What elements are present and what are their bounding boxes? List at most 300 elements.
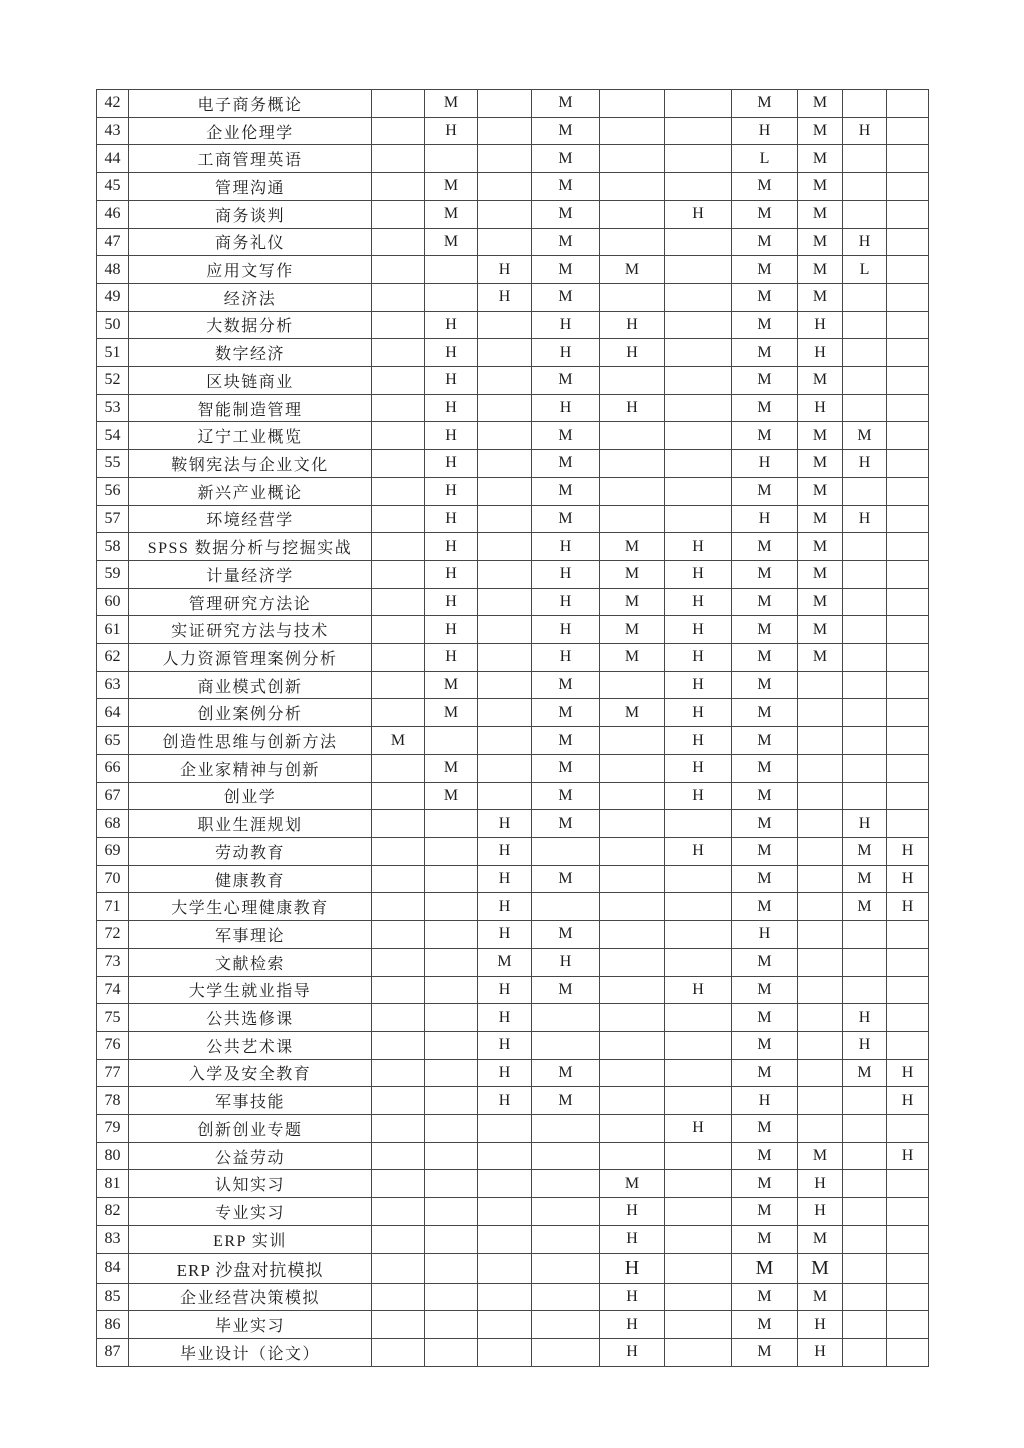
mapping-cell bbox=[665, 865, 732, 893]
course-name: 企业经营决策模拟 bbox=[129, 1283, 372, 1311]
mapping-cell bbox=[372, 422, 425, 450]
mapping-cell: M bbox=[425, 228, 478, 256]
mapping-cell bbox=[425, 283, 478, 311]
mapping-cell: L bbox=[732, 145, 798, 173]
mapping-cell bbox=[887, 754, 929, 782]
mapping-cell bbox=[887, 1311, 929, 1339]
mapping-cell: H bbox=[425, 117, 478, 145]
mapping-cell: M bbox=[532, 976, 600, 1004]
mapping-cell bbox=[425, 976, 478, 1004]
mapping-cell: H bbox=[532, 311, 600, 339]
mapping-cell: M bbox=[732, 1142, 798, 1170]
mapping-cell bbox=[372, 1004, 425, 1032]
mapping-cell bbox=[843, 533, 887, 561]
course-name: 实证研究方法与技术 bbox=[129, 616, 372, 644]
mapping-cell bbox=[887, 727, 929, 755]
row-number: 70 bbox=[97, 865, 129, 893]
mapping-cell bbox=[425, 145, 478, 173]
table-row bbox=[97, 1253, 929, 1283]
table-row bbox=[97, 865, 929, 893]
mapping-cell: M bbox=[732, 671, 798, 699]
row-number: 58 bbox=[97, 533, 129, 561]
table-row bbox=[97, 754, 929, 782]
mapping-cell bbox=[887, 367, 929, 395]
mapping-cell bbox=[372, 1031, 425, 1059]
course-name: 区块链商业 bbox=[129, 367, 372, 395]
row-number: 86 bbox=[97, 1311, 129, 1339]
row-number: 65 bbox=[97, 727, 129, 755]
mapping-cell bbox=[665, 394, 732, 422]
mapping-cell bbox=[798, 810, 843, 838]
mapping-cell bbox=[478, 145, 532, 173]
mapping-cell bbox=[600, 893, 665, 921]
mapping-cell bbox=[425, 1115, 478, 1143]
mapping-cell: H bbox=[478, 810, 532, 838]
row-number: 79 bbox=[97, 1115, 129, 1143]
mapping-cell bbox=[532, 1198, 600, 1226]
mapping-cell: M bbox=[600, 560, 665, 588]
course-name: 人力资源管理案例分析 bbox=[129, 644, 372, 672]
mapping-cell bbox=[532, 1311, 600, 1339]
mapping-cell: M bbox=[532, 90, 600, 118]
mapping-cell bbox=[478, 367, 532, 395]
row-number: 54 bbox=[97, 422, 129, 450]
mapping-cell: M bbox=[532, 810, 600, 838]
mapping-cell: H bbox=[843, 1004, 887, 1032]
row-number: 66 bbox=[97, 754, 129, 782]
mapping-cell bbox=[372, 1142, 425, 1170]
row-number: 71 bbox=[97, 893, 129, 921]
mapping-cell bbox=[425, 921, 478, 949]
mapping-cell bbox=[478, 616, 532, 644]
mapping-cell bbox=[425, 1142, 478, 1170]
mapping-cell: M bbox=[732, 173, 798, 201]
mapping-cell: M bbox=[798, 560, 843, 588]
mapping-cell bbox=[425, 837, 478, 865]
mapping-cell bbox=[478, 117, 532, 145]
mapping-cell bbox=[372, 339, 425, 367]
mapping-cell bbox=[600, 1087, 665, 1115]
mapping-cell bbox=[798, 671, 843, 699]
mapping-cell bbox=[372, 90, 425, 118]
mapping-cell bbox=[665, 1170, 732, 1198]
mapping-cell bbox=[665, 893, 732, 921]
course-name: 智能制造管理 bbox=[129, 394, 372, 422]
mapping-cell: M bbox=[798, 1253, 843, 1283]
mapping-cell: M bbox=[532, 173, 600, 201]
mapping-cell bbox=[532, 1253, 600, 1283]
course-name: 大学生就业指导 bbox=[129, 976, 372, 1004]
mapping-cell: H bbox=[425, 560, 478, 588]
mapping-cell: M bbox=[600, 699, 665, 727]
mapping-cell: M bbox=[732, 616, 798, 644]
mapping-cell: M bbox=[532, 727, 600, 755]
row-number: 43 bbox=[97, 117, 129, 145]
mapping-cell: M bbox=[732, 699, 798, 727]
mapping-cell: M bbox=[732, 394, 798, 422]
mapping-cell: H bbox=[425, 394, 478, 422]
mapping-cell bbox=[425, 865, 478, 893]
mapping-cell bbox=[843, 1338, 887, 1366]
mapping-cell bbox=[887, 588, 929, 616]
mapping-cell bbox=[372, 921, 425, 949]
course-name: 企业伦理学 bbox=[129, 117, 372, 145]
mapping-cell bbox=[478, 200, 532, 228]
mapping-cell bbox=[478, 505, 532, 533]
mapping-cell bbox=[372, 671, 425, 699]
course-name: 企业家精神与创新 bbox=[129, 754, 372, 782]
mapping-cell bbox=[372, 1087, 425, 1115]
mapping-cell: M bbox=[798, 283, 843, 311]
mapping-cell bbox=[478, 173, 532, 201]
course-name: 大学生心理健康教育 bbox=[129, 893, 372, 921]
mapping-cell: H bbox=[798, 1338, 843, 1366]
mapping-cell bbox=[372, 1059, 425, 1087]
mapping-cell bbox=[887, 533, 929, 561]
mapping-cell bbox=[600, 505, 665, 533]
mapping-cell: H bbox=[425, 616, 478, 644]
table-body bbox=[97, 90, 929, 1367]
mapping-cell: H bbox=[843, 450, 887, 478]
mapping-cell bbox=[843, 1115, 887, 1143]
course-name: 劳动教育 bbox=[129, 837, 372, 865]
mapping-cell bbox=[478, 228, 532, 256]
mapping-cell bbox=[665, 1087, 732, 1115]
mapping-cell bbox=[887, 477, 929, 505]
mapping-cell bbox=[843, 367, 887, 395]
mapping-cell: M bbox=[732, 865, 798, 893]
mapping-cell bbox=[843, 1311, 887, 1339]
mapping-cell bbox=[372, 1225, 425, 1253]
mapping-cell: M bbox=[732, 837, 798, 865]
mapping-cell: M bbox=[600, 588, 665, 616]
mapping-cell bbox=[600, 283, 665, 311]
mapping-cell: H bbox=[798, 311, 843, 339]
mapping-cell: M bbox=[532, 1059, 600, 1087]
mapping-cell bbox=[478, 1142, 532, 1170]
mapping-cell bbox=[372, 283, 425, 311]
mapping-cell bbox=[887, 1198, 929, 1226]
mapping-cell: M bbox=[532, 367, 600, 395]
mapping-cell: M bbox=[532, 754, 600, 782]
mapping-cell: H bbox=[600, 1311, 665, 1339]
course-name: ERP 实训 bbox=[129, 1225, 372, 1253]
mapping-cell bbox=[372, 450, 425, 478]
mapping-cell: H bbox=[887, 865, 929, 893]
mapping-cell bbox=[843, 173, 887, 201]
mapping-cell bbox=[887, 422, 929, 450]
mapping-cell bbox=[372, 394, 425, 422]
mapping-cell: H bbox=[600, 1198, 665, 1226]
table-row bbox=[97, 505, 929, 533]
row-number: 48 bbox=[97, 256, 129, 284]
mapping-cell bbox=[843, 394, 887, 422]
mapping-cell: M bbox=[732, 1283, 798, 1311]
mapping-cell bbox=[478, 1225, 532, 1253]
row-number: 44 bbox=[97, 145, 129, 173]
course-name: 公共艺术课 bbox=[129, 1031, 372, 1059]
mapping-cell: M bbox=[798, 367, 843, 395]
mapping-cell bbox=[887, 283, 929, 311]
mapping-cell: H bbox=[425, 477, 478, 505]
mapping-cell: H bbox=[600, 1225, 665, 1253]
table-row bbox=[97, 921, 929, 949]
mapping-cell: H bbox=[887, 1087, 929, 1115]
mapping-cell: H bbox=[732, 450, 798, 478]
mapping-cell bbox=[665, 1338, 732, 1366]
mapping-cell bbox=[887, 671, 929, 699]
mapping-cell bbox=[665, 1004, 732, 1032]
row-number: 56 bbox=[97, 477, 129, 505]
mapping-cell bbox=[843, 145, 887, 173]
mapping-cell bbox=[665, 256, 732, 284]
mapping-cell bbox=[478, 450, 532, 478]
mapping-cell bbox=[665, 1253, 732, 1283]
mapping-cell: H bbox=[665, 699, 732, 727]
mapping-cell: H bbox=[532, 560, 600, 588]
course-name: 军事技能 bbox=[129, 1087, 372, 1115]
mapping-cell bbox=[478, 533, 532, 561]
mapping-cell: M bbox=[478, 948, 532, 976]
table-row bbox=[97, 90, 929, 118]
mapping-cell: M bbox=[798, 90, 843, 118]
table-row bbox=[97, 1087, 929, 1115]
mapping-cell: H bbox=[600, 1338, 665, 1366]
table-row bbox=[97, 1059, 929, 1087]
mapping-cell bbox=[665, 90, 732, 118]
table-row bbox=[97, 560, 929, 588]
mapping-cell bbox=[665, 311, 732, 339]
mapping-cell: M bbox=[798, 505, 843, 533]
mapping-cell bbox=[887, 173, 929, 201]
mapping-cell: M bbox=[732, 948, 798, 976]
mapping-cell: M bbox=[732, 283, 798, 311]
mapping-cell: H bbox=[425, 367, 478, 395]
mapping-cell: H bbox=[425, 588, 478, 616]
mapping-cell: H bbox=[478, 893, 532, 921]
mapping-cell bbox=[600, 90, 665, 118]
mapping-cell: H bbox=[425, 339, 478, 367]
mapping-cell: H bbox=[600, 311, 665, 339]
mapping-cell: M bbox=[532, 921, 600, 949]
curriculum-matrix-table bbox=[96, 89, 929, 1367]
mapping-cell: M bbox=[425, 173, 478, 201]
course-name: 入学及安全教育 bbox=[129, 1059, 372, 1087]
mapping-cell bbox=[478, 699, 532, 727]
mapping-cell bbox=[843, 1087, 887, 1115]
mapping-cell: M bbox=[532, 1087, 600, 1115]
mapping-cell bbox=[665, 145, 732, 173]
mapping-cell bbox=[887, 450, 929, 478]
row-number: 51 bbox=[97, 339, 129, 367]
mapping-cell bbox=[843, 283, 887, 311]
mapping-cell: H bbox=[843, 1031, 887, 1059]
table-row bbox=[97, 367, 929, 395]
table-row bbox=[97, 1311, 929, 1339]
mapping-cell bbox=[372, 256, 425, 284]
mapping-cell bbox=[372, 893, 425, 921]
mapping-cell: M bbox=[732, 1031, 798, 1059]
mapping-cell bbox=[532, 837, 600, 865]
mapping-cell bbox=[372, 533, 425, 561]
mapping-cell bbox=[478, 754, 532, 782]
mapping-cell: M bbox=[732, 311, 798, 339]
mapping-cell: M bbox=[732, 893, 798, 921]
mapping-cell: M bbox=[798, 256, 843, 284]
mapping-cell: M bbox=[532, 228, 600, 256]
mapping-cell bbox=[372, 145, 425, 173]
mapping-cell bbox=[798, 837, 843, 865]
mapping-cell: H bbox=[665, 837, 732, 865]
course-name: 工商管理英语 bbox=[129, 145, 372, 173]
mapping-cell: M bbox=[732, 90, 798, 118]
mapping-cell: M bbox=[532, 505, 600, 533]
course-name: 管理沟通 bbox=[129, 173, 372, 201]
mapping-cell bbox=[372, 754, 425, 782]
table-row bbox=[97, 422, 929, 450]
table-row bbox=[97, 644, 929, 672]
mapping-cell: M bbox=[732, 1338, 798, 1366]
mapping-cell bbox=[478, 1115, 532, 1143]
mapping-cell bbox=[843, 1198, 887, 1226]
row-number: 75 bbox=[97, 1004, 129, 1032]
mapping-cell bbox=[887, 1115, 929, 1143]
mapping-cell bbox=[372, 200, 425, 228]
mapping-cell: H bbox=[798, 394, 843, 422]
mapping-cell bbox=[600, 1004, 665, 1032]
mapping-cell bbox=[798, 1115, 843, 1143]
row-number: 82 bbox=[97, 1198, 129, 1226]
mapping-cell: M bbox=[732, 644, 798, 672]
mapping-cell: M bbox=[425, 671, 478, 699]
mapping-cell: M bbox=[732, 256, 798, 284]
mapping-cell: M bbox=[798, 200, 843, 228]
mapping-cell: H bbox=[478, 921, 532, 949]
mapping-cell bbox=[887, 1004, 929, 1032]
mapping-cell bbox=[372, 117, 425, 145]
mapping-cell bbox=[532, 1004, 600, 1032]
mapping-cell bbox=[478, 394, 532, 422]
mapping-cell: H bbox=[665, 560, 732, 588]
mapping-cell bbox=[532, 1115, 600, 1143]
mapping-cell bbox=[600, 754, 665, 782]
mapping-cell bbox=[372, 1170, 425, 1198]
mapping-cell: H bbox=[478, 283, 532, 311]
row-number: 52 bbox=[97, 367, 129, 395]
mapping-cell: M bbox=[372, 727, 425, 755]
document-page bbox=[96, 89, 929, 1367]
row-number: 63 bbox=[97, 671, 129, 699]
mapping-cell: M bbox=[798, 173, 843, 201]
mapping-cell bbox=[532, 893, 600, 921]
table-row bbox=[97, 1142, 929, 1170]
mapping-cell: M bbox=[600, 1170, 665, 1198]
mapping-cell: M bbox=[732, 1225, 798, 1253]
mapping-cell bbox=[887, 200, 929, 228]
mapping-cell bbox=[665, 283, 732, 311]
row-number: 85 bbox=[97, 1283, 129, 1311]
table-row bbox=[97, 477, 929, 505]
mapping-cell bbox=[665, 1059, 732, 1087]
table-row bbox=[97, 976, 929, 1004]
mapping-cell: H bbox=[478, 865, 532, 893]
row-number: 81 bbox=[97, 1170, 129, 1198]
row-number: 74 bbox=[97, 976, 129, 1004]
mapping-cell bbox=[600, 976, 665, 1004]
mapping-cell bbox=[600, 921, 665, 949]
table-row bbox=[97, 588, 929, 616]
mapping-cell: M bbox=[798, 644, 843, 672]
row-number: 83 bbox=[97, 1225, 129, 1253]
mapping-cell: H bbox=[478, 256, 532, 284]
mapping-cell bbox=[843, 339, 887, 367]
mapping-cell bbox=[600, 145, 665, 173]
mapping-cell: H bbox=[600, 339, 665, 367]
mapping-cell bbox=[600, 865, 665, 893]
mapping-cell: H bbox=[532, 339, 600, 367]
mapping-cell bbox=[478, 1198, 532, 1226]
course-name: 专业实习 bbox=[129, 1198, 372, 1226]
table-row bbox=[97, 1225, 929, 1253]
course-name: 健康教育 bbox=[129, 865, 372, 893]
mapping-cell bbox=[478, 1283, 532, 1311]
mapping-cell bbox=[425, 1198, 478, 1226]
table-row bbox=[97, 283, 929, 311]
mapping-cell: M bbox=[732, 560, 798, 588]
table-row bbox=[97, 1004, 929, 1032]
mapping-cell bbox=[372, 1198, 425, 1226]
mapping-cell: M bbox=[532, 283, 600, 311]
mapping-cell bbox=[478, 1338, 532, 1366]
mapping-cell: H bbox=[665, 976, 732, 1004]
mapping-cell: M bbox=[532, 422, 600, 450]
mapping-cell: M bbox=[732, 533, 798, 561]
row-number: 49 bbox=[97, 283, 129, 311]
mapping-cell bbox=[665, 1142, 732, 1170]
mapping-cell: H bbox=[478, 1087, 532, 1115]
mapping-cell: M bbox=[843, 893, 887, 921]
mapping-cell bbox=[843, 782, 887, 810]
course-name: 公益劳动 bbox=[129, 1142, 372, 1170]
mapping-cell bbox=[887, 117, 929, 145]
course-name: 管理研究方法论 bbox=[129, 588, 372, 616]
row-number: 67 bbox=[97, 782, 129, 810]
mapping-cell bbox=[665, 173, 732, 201]
mapping-cell bbox=[372, 699, 425, 727]
mapping-cell: H bbox=[478, 1059, 532, 1087]
mapping-cell bbox=[478, 560, 532, 588]
mapping-cell bbox=[478, 1170, 532, 1198]
table-row bbox=[97, 311, 929, 339]
mapping-cell: H bbox=[532, 533, 600, 561]
mapping-cell: H bbox=[478, 1004, 532, 1032]
mapping-cell: H bbox=[887, 837, 929, 865]
mapping-cell bbox=[887, 90, 929, 118]
mapping-cell: M bbox=[532, 117, 600, 145]
mapping-cell bbox=[600, 422, 665, 450]
row-number: 76 bbox=[97, 1031, 129, 1059]
course-name: 毕业设计（论文） bbox=[129, 1338, 372, 1366]
mapping-cell: H bbox=[665, 616, 732, 644]
mapping-cell bbox=[887, 145, 929, 173]
mapping-cell bbox=[425, 1311, 478, 1339]
mapping-cell bbox=[478, 782, 532, 810]
mapping-cell bbox=[600, 1115, 665, 1143]
mapping-cell bbox=[843, 477, 887, 505]
mapping-cell bbox=[372, 588, 425, 616]
table-row bbox=[97, 671, 929, 699]
table-row bbox=[97, 782, 929, 810]
